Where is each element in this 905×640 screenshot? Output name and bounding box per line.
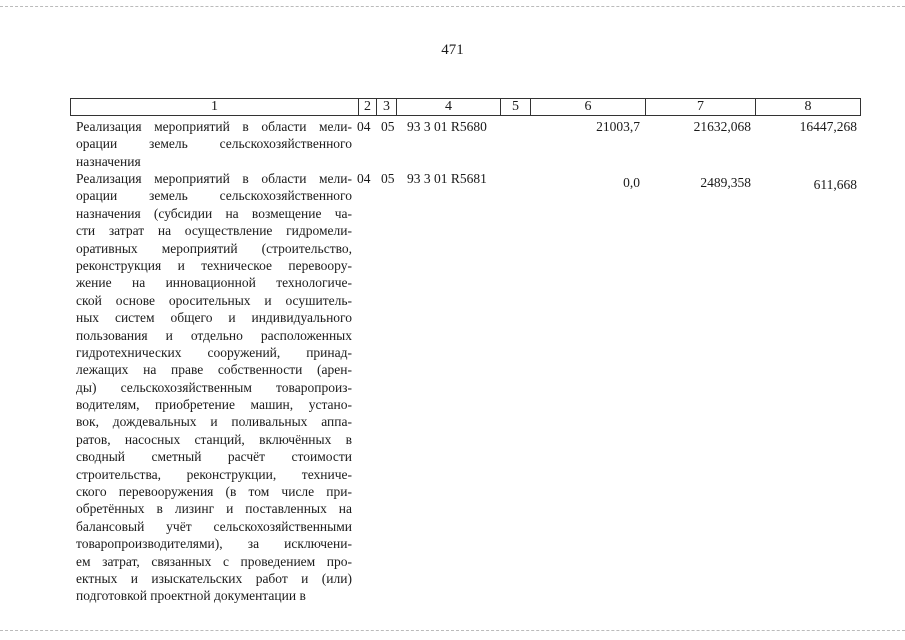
- row-value-7: 21632,068: [693, 119, 751, 134]
- description-line: сводный сметный расчёт стоимости: [76, 449, 352, 465]
- description-line: реконструкция и техническое перевоору-: [76, 257, 352, 273]
- scan-edge-bottom: [0, 630, 905, 632]
- header-col-1: 1: [71, 99, 359, 116]
- description-line: Реализация мероприятий в области мели-: [76, 171, 352, 186]
- description-line: водителям, приобретение машин, устано-: [76, 397, 352, 413]
- description-line: ратов, насосных станций, включённых в: [76, 431, 352, 447]
- description-line: вок, дождевальных и поливальных аппа-: [76, 414, 352, 430]
- description-line: Реализация мероприятий в области мели-: [76, 119, 352, 134]
- description-line: пользования и отдельно расположенных: [76, 327, 352, 343]
- scan-edge-top: [0, 6, 905, 8]
- header-col-5: 5: [501, 99, 531, 116]
- description-line: орации земель сельскохозяйственного: [76, 188, 352, 204]
- header-col-8: 8: [756, 99, 861, 116]
- row-description: [76, 170, 352, 605]
- description-line: ем затрат, связанных с проведением про-: [76, 553, 352, 569]
- description-line: назначения (субсидии на возмещение ча-: [76, 205, 352, 221]
- page-number: 471: [441, 42, 464, 58]
- row-value-7: 2489,358: [700, 175, 751, 190]
- row-value-8: 16447,268: [799, 119, 857, 134]
- header-col-7: 7: [646, 99, 756, 116]
- description-line: оративных мероприятий (строительство,: [76, 240, 352, 256]
- description-line: балансовый учёт сельскохозяйственными: [76, 518, 352, 534]
- description-line: орации земель сельскохозяйственного: [76, 136, 352, 152]
- row-description: [76, 118, 352, 170]
- description-line: строительства, реконструкции, техниче-: [76, 466, 352, 482]
- header-col-2: 2: [359, 99, 377, 116]
- description-line: товаропроизводителями), за исключени-: [76, 536, 352, 552]
- description-line: подготовкой проектной документации в: [76, 588, 306, 604]
- row-subsection: 05: [381, 171, 395, 186]
- description-line: лежащих на праве собственности (арен-: [76, 362, 352, 378]
- header-col-4: 4: [397, 99, 501, 116]
- row-section: 04: [357, 171, 371, 186]
- description-line: сти затрат на осуществление гидромели-: [76, 223, 352, 239]
- description-line: ского перевооружения (в том числе при-: [76, 484, 352, 500]
- description-line: назначения: [76, 153, 141, 169]
- description-line: ектных и изыскательских работ и (или): [76, 570, 352, 586]
- description-line: ской основе оросительных и осушитель-: [76, 292, 352, 308]
- row-target-code: 93 3 01 R5680: [407, 119, 487, 134]
- row-value-6: 21003,7: [596, 119, 640, 134]
- description-line: ды) сельскохозяйственным товаропроиз-: [76, 379, 352, 395]
- description-line: гидротехнических сооружений, принад-: [76, 344, 352, 360]
- header-col-3: 3: [377, 99, 397, 116]
- row-section: 04: [357, 119, 371, 134]
- column-number-header: [70, 98, 861, 116]
- description-line: обретённых в лизинг и поставленных на: [76, 501, 352, 517]
- row-subsection: 05: [381, 119, 395, 134]
- description-line: ных систем общего и индивидуального: [76, 310, 352, 326]
- row-value-8: 611,668: [813, 177, 857, 192]
- row-value-6: 0,0: [623, 175, 640, 190]
- description-line: жение на инновационной технологиче-: [76, 275, 352, 291]
- row-target-code: 93 3 01 R5681: [407, 171, 487, 186]
- header-col-6: 6: [531, 99, 646, 116]
